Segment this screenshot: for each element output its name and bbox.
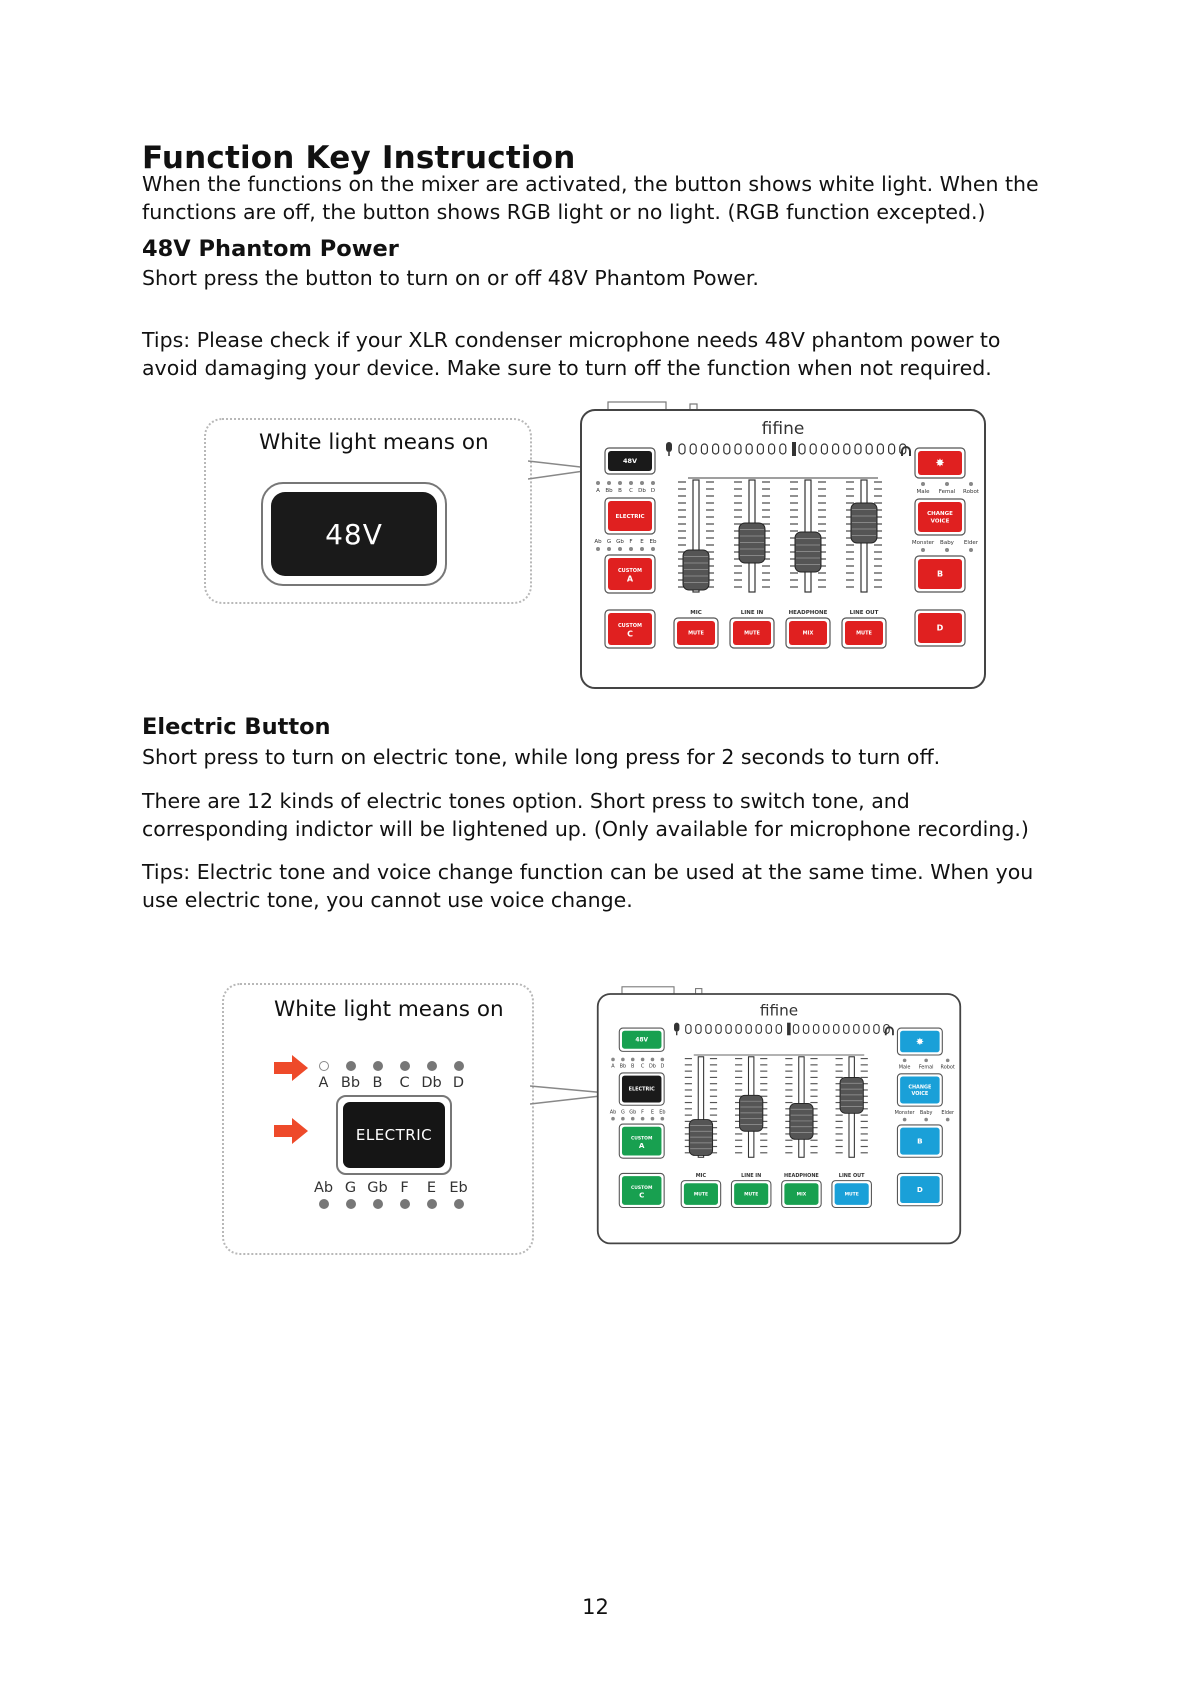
tone-label: Db [421,1075,442,1091]
tone-indicator [337,1061,364,1091]
indicator-dot [427,1061,437,1071]
tone-label: Ab [594,539,602,545]
tone-label: C [629,488,633,494]
key-electric-label: ELECTRIC [628,1086,655,1093]
page-title: Function Key Instruction [142,140,576,176]
indicator-dot [903,1118,907,1122]
48v-button-illustration [261,482,447,586]
tone-label: C [399,1075,410,1091]
indicator-dot [373,1061,383,1071]
electric-button-illustration [336,1095,452,1175]
tone-label: Gb [629,1109,637,1116]
fader-knob [790,1103,813,1139]
level-meter-segment [821,444,827,454]
indicator-dot [641,1058,645,1062]
tone-label: D [452,1075,465,1091]
indicator-dot [611,1058,615,1062]
tone-indicator [445,1180,472,1209]
indicator-dot [618,547,622,551]
tone-indicator [337,1180,364,1209]
mute-button-label: MIX [802,630,814,637]
mute-button-label: MUTE [856,630,872,637]
level-meter-segment [877,444,883,454]
microphone-icon [666,442,672,452]
tone-label: A [318,1075,329,1091]
key-custom-a-label: A [626,574,634,584]
level-meter-divider [792,442,796,456]
indicator-dot [454,1061,464,1071]
indicator-dot [621,1117,625,1121]
level-meter-segment [736,1024,741,1033]
key-custom-c-label: CUSTOM [631,1185,653,1191]
level-meter-segment [810,444,816,454]
tone-indicator [310,1180,337,1209]
key-custom-a-label: CUSTOM [631,1136,653,1142]
tone-label: D [660,1063,665,1070]
level-meter-segment [889,444,895,454]
tone-indicator [364,1061,391,1091]
level-meter-segment [793,1024,798,1033]
tone-label: Bb [619,1063,627,1070]
key-custom-a-label: A [638,1141,645,1151]
key-custom-c-label: C [627,629,633,639]
tone-label: Db [649,1063,656,1070]
level-meter-segment [757,444,763,454]
indicator-dot [454,1199,464,1209]
level-meter-segment [686,1024,691,1033]
tone-indicator [445,1061,472,1091]
indicator-dot [618,481,622,485]
indicator-dot [596,481,600,485]
indicator-dot [319,1199,329,1209]
voice-label: Elder [963,540,979,546]
indicator-dot [921,548,925,552]
voice-label: Femal [938,489,956,495]
channel-label: LINE IN [741,1173,762,1180]
channel-label: LINE OUT [838,1173,865,1180]
tone-label: E [640,539,644,545]
key-48v-label: 48V [622,457,638,466]
voice-label: Baby [919,1110,933,1117]
voice-label: Baby [940,540,954,546]
indicator-dot [629,547,633,551]
indicator-dot [631,1058,635,1062]
level-meter-segment [756,1024,761,1033]
indicator-dot [629,481,633,485]
electric-tips: Tips: Electric tone and voice change function can be used at the same time. When you use electric tone, you cannot use voice change. [142,860,1034,912]
level-meter-segment [726,1024,731,1033]
tone-label: A [611,1063,615,1070]
indicator-dot [651,1058,655,1062]
indicator-dot [969,548,973,552]
brand-logo: fifine [759,1001,799,1020]
indicator-dot [400,1199,410,1209]
level-meter-segment [679,444,685,454]
mute-button-label: MUTE [688,630,704,637]
electric-desc: Short press to turn on electric tone, while long press for 2 seconds to turn off. [142,745,941,769]
tone-label: G [606,539,612,545]
indicator-dot [319,1061,329,1071]
indicator-dot [924,1059,928,1063]
level-meter-segment [746,1024,751,1033]
indicator-dot [427,1199,437,1209]
indicator-dot [921,482,925,486]
indicator-dot [607,481,611,485]
level-meter-segment [855,444,861,454]
intro-paragraph: When the functions on the mixer are activated, the button shows white light. When the functions are off, the button shows RGB light or no light. (RGB function excepted.) [142,172,1039,224]
level-meter-segment [696,1024,701,1033]
tone-label: C [640,1063,645,1070]
fader-knob [739,523,765,563]
channel-label: LINE OUT [849,610,879,616]
mute-button-label: MIX [796,1192,807,1198]
phantom-desc: Short press the button to turn on or off 48V Phantom Power. [142,266,759,290]
tone-label: Eb [449,1180,468,1196]
channel-label: HEADPHONE [788,610,828,616]
voice-label: Robot [963,489,979,495]
level-meter-segment [690,444,696,454]
tone-indicator [418,1180,445,1209]
electric-button-label: ELECTRIC [343,1102,445,1168]
indicator-dot [621,1058,625,1062]
level-meter-segment [746,444,752,454]
48v-button-label: 48V [271,492,437,576]
level-meter-segment [769,444,775,454]
key-custom-a-label: CUSTOM [618,568,642,575]
tone-label: Eb [659,1109,666,1116]
tone-label: G [344,1180,357,1196]
channel-label: MIC [695,1173,707,1180]
channel-label: MIC [690,610,702,616]
key-d-label: D [936,623,944,633]
mixer-illustration-1 [578,400,988,692]
callout-title: White light means on [274,997,504,1022]
level-meter-segment [766,1024,771,1033]
tone-indicator [364,1180,391,1209]
indicator-dot [946,1059,950,1063]
tone-indicator [391,1061,418,1091]
key-change-voice-label: VOICE [930,518,950,525]
tone-indicator [418,1061,445,1091]
connector [608,402,666,410]
indicator-dot [945,548,949,552]
indicator-dot [661,1117,665,1121]
level-meter-segment [834,1024,839,1033]
level-meter-segment [799,444,805,454]
tone-indicators-bottom [310,1180,472,1209]
indicator-dot [640,481,644,485]
key-change-voice-label: CHANGE [927,511,953,518]
tone-label: E [650,1109,655,1116]
level-meter-segment [866,444,872,454]
tone-label: Bb [605,488,613,494]
indicator-dot [651,481,655,485]
tone-label: B [372,1075,383,1091]
tone-label: Ab [313,1180,334,1196]
indicator-dot [607,547,611,551]
tone-label: Bb [340,1075,361,1091]
fader-knob [683,550,709,590]
key-48v-label: 48V [635,1037,649,1044]
key-d-label: D [916,1184,923,1194]
level-meter-segment [844,444,850,454]
indicator-dot [596,547,600,551]
brand-logo: fifine [761,419,805,439]
indicator-dot [611,1117,615,1121]
tone-label: B [631,1063,635,1070]
voice-label: Femal [918,1064,934,1071]
callout-title: White light means on [259,430,489,455]
mute-button-label: MUTE [693,1192,709,1198]
level-meter-segment [713,444,719,454]
key-b-label: B [917,1136,923,1146]
tone-label: Gb [616,539,624,545]
indicator-dot [946,1118,950,1122]
indicator-dot [641,1117,645,1121]
level-meter-segment [716,1024,721,1033]
level-meter-segment [864,1024,869,1033]
level-meter-segment [813,1024,818,1033]
indicator-dot [661,1058,665,1062]
indicator-dot [346,1199,356,1209]
key-electric-label: ELECTRIC [615,513,645,520]
mixer-illustration-2 [594,985,964,1247]
tone-label: E [426,1180,437,1196]
voice-label: Male [898,1064,911,1071]
indicator-dot [651,1117,655,1121]
tone-label: Gb [367,1180,388,1196]
tone-label: G [620,1109,625,1116]
voice-label: Elder [941,1110,955,1117]
tone-label: D [650,488,656,494]
tone-label: F [629,539,633,545]
key-rgb-label: ✸ [935,456,945,470]
key-custom-c-label: CUSTOM [618,623,642,630]
indicator-dot [945,482,949,486]
fader-knob [795,532,821,572]
level-meter-segment [735,444,741,454]
level-meter-segment [776,1024,781,1033]
level-meter-segment [874,1024,879,1033]
key-change-voice-label: CHANGE [908,1084,932,1091]
microphone-icon [674,1023,679,1032]
phantom-tips: Tips: Please check if your XLR condenser microphone needs 48V phantom power to avoid damaging your device. Make sure to turn off the function when not required. [142,328,1001,380]
fader-knob [689,1120,712,1156]
indicator-dot [631,1117,635,1121]
arrow-right-icon [274,1118,308,1144]
indicator-dot [969,482,973,486]
mute-button-label: MUTE [744,630,760,637]
indicator-dot [924,1118,928,1122]
phantom-heading: 48V Phantom Power [142,236,399,262]
indicator-dot [346,1061,356,1071]
level-meter-segment [824,1024,829,1033]
level-meter-segment [844,1024,849,1033]
level-meter-segment [854,1024,859,1033]
key-change-voice-label: VOICE [911,1090,929,1097]
mute-button-label: MUTE [744,1192,759,1198]
channel-label: HEADPHONE [784,1173,819,1180]
tone-indicator [310,1061,337,1091]
phantom-callout [204,418,532,604]
key-rgb-label: ✸ [915,1036,925,1048]
voice-label: Robot [940,1064,955,1071]
fader-knob [740,1095,763,1131]
tone-indicator [391,1180,418,1209]
channel-label: LINE IN [740,610,764,616]
fader-knob [851,503,877,543]
tone-label: Eb [649,539,657,545]
indicator-dot [400,1061,410,1071]
tone-label: A [596,488,600,494]
indicator-dot [373,1199,383,1209]
electric-callout [222,983,534,1255]
page-number: 12 [582,1595,609,1619]
voice-label: Monster [894,1110,915,1117]
level-meter-segment [706,1024,711,1033]
voice-label: Monster [911,540,935,546]
voice-label: Male [916,489,930,495]
tone-indicators-top [310,1061,472,1091]
tone-label: Db [638,488,646,494]
connector [622,987,674,994]
indicator-dot [640,547,644,551]
arrow-right-icon [274,1055,308,1081]
level-meter-segment [780,444,786,454]
tone-label: Ab [609,1109,617,1116]
tone-label: F [400,1180,409,1196]
fader-knob [840,1077,863,1113]
tone-label: F [641,1109,645,1116]
key-custom-c-label: C [639,1190,645,1200]
electric-heading: Electric Button [142,714,331,740]
level-meter-segment [803,1024,808,1033]
electric-paragraph: There are 12 kinds of electric tones option. Short press to switch tone, and corresponding indictor will be lightened up. (Only available for microphone recording.) [142,789,1029,841]
level-meter-segment [833,444,839,454]
tone-label: B [618,488,622,494]
indicator-dot [651,547,655,551]
level-meter-divider [787,1023,791,1036]
indicator-dot [903,1059,907,1063]
level-meter-segment [724,444,730,454]
key-b-label: B [936,569,944,579]
level-meter-segment [701,444,707,454]
mute-button-label: MUTE [844,1192,859,1198]
